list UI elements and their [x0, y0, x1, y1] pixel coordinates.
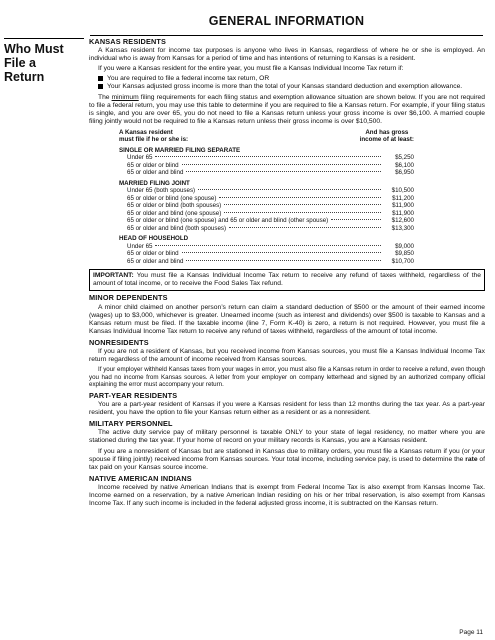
table-header-left [119, 129, 188, 144]
paragraph: A Kansas resident for income tax purposes is anyone who lives in Kansas, regardless of where he or she is employed. An individual who is away from Kansas for a period of time and has intentions of returning to Kansas is a resident. [89, 47, 485, 63]
page-title: GENERAL INFORMATION [208, 14, 365, 28]
underlined-word: minimum [111, 93, 139, 101]
square-bullet-icon [98, 76, 103, 81]
sidebar-title [4, 38, 84, 84]
dot-leader [182, 252, 381, 253]
header-text: income of at least: [359, 136, 414, 144]
row-amount: $11,900 [392, 202, 414, 210]
sidebar-title-line: File a [4, 56, 36, 70]
section-heading-military-personnel: MILITARY PERSONNEL [89, 419, 173, 429]
table-row [119, 250, 414, 258]
table-row [119, 162, 414, 170]
row-label: Under 65 [127, 242, 153, 250]
text-run: If you are a nonresident of Kansas but are stationed in Kansas due to military orders, you must file a Kansas return if you (or your spouse if filing jointly) received income from Kansas sources. Your total income, including service pay, is used to determine the [89, 447, 485, 463]
paragraph: The active duty service pay of military personnel is taxable ONLY to your state of legal residency, no matter where you are stationed during the tax year. If your home of record on your military records is Kansas, you are a Kansas resident. [89, 429, 485, 445]
page-header [90, 14, 483, 36]
paragraph [89, 94, 485, 126]
paragraph: If your employer withheld Kansas taxes from your wages in error, you must also file a Kansas return in order to receive a refund, even though you had no income from Kansas sources. A letter from your employer on company letterhead and signed by an authorized company official explaining the error must accompany your return. [89, 366, 485, 389]
table-row [119, 187, 414, 195]
important-text: You must file a Kansas Individual Income Tax return to receive any refund of taxes withheld, regardless of the amount of total income, or to receive the Food Sales Tax refund. [93, 272, 481, 288]
row-amount: $6,100 [395, 161, 414, 169]
row-label: Under 65 [127, 154, 153, 162]
section-heading-native-american-indians: NATIVE AMERICAN INDIANS [89, 473, 192, 483]
dot-leader [182, 164, 381, 165]
row-amount: $9,000 [395, 242, 414, 250]
dot-leader [155, 156, 381, 157]
row-label: 65 or older or blind [127, 250, 179, 258]
sidebar-title-line: Who Must [4, 42, 64, 56]
row-label: 65 or older and blind (both spouses) [127, 224, 227, 232]
table-header-right [360, 129, 414, 144]
row-label: Under 65 (both spouses) [127, 187, 196, 195]
row-label: 65 or older or blind [127, 161, 179, 169]
list-item [98, 75, 485, 83]
paragraph: If you were a Kansas resident for the entire year, you must file a Kansas Individual Income Tax return if: [98, 65, 404, 73]
table-row [119, 258, 414, 266]
paragraph: A minor child claimed on another person’s return can claim a standard deduction of $500 or the amount of their earned income (wages) up to $3,000, whichever is greater. Unearned income (such as interest and dividends) over $500 is taxable to Kansas and a Kansas return must be filed. If the taxable income (line 7, Form K-40) is zero, a return is not required. However, you must file a Kansas Individual Income Tax return to receive any refund of taxes withheld, regardless of the amount of total income. [89, 303, 485, 335]
row-amount: $11,200 [392, 194, 414, 202]
row-label: 65 or older and blind [127, 257, 184, 265]
row-amount: $10,500 [391, 187, 414, 195]
row-amount: $13,300 [391, 224, 414, 232]
section-heading-part-year-residents: PART-YEAR RESIDENTS [89, 390, 178, 400]
table-group-title: SINGLE OR MARRIED FILING SEPARATE [119, 146, 241, 154]
table-row [119, 202, 414, 210]
header-text: must file if he or she is: [119, 136, 189, 144]
row-label: 65 or older and blind [127, 169, 184, 177]
row-label: 65 or older or blind (both spouses) [127, 202, 222, 210]
row-amount: $9,850 [395, 250, 414, 258]
sidebar [4, 38, 84, 84]
row-amount: $5,250 [395, 154, 414, 162]
bold-word: rate [465, 455, 478, 463]
list-item-text: Your Kansas adjusted gross income is more than the total of your Kansas standard deduction and exemption allowance. [107, 83, 463, 91]
dot-leader [186, 171, 381, 172]
paragraph [89, 448, 485, 472]
table-group-title: MARRIED FILING JOINT [119, 179, 190, 187]
important-label: IMPORTANT: [93, 272, 134, 280]
section-heading-nonresidents: NONRESIDENTS [89, 337, 149, 347]
sidebar-title-line: Return [4, 70, 45, 84]
section-heading-residents: KANSAS RESIDENTS [89, 37, 167, 46]
table-header [119, 129, 414, 144]
table-row [119, 195, 414, 203]
row-amount: $12,600 [391, 217, 414, 225]
row-amount: $6,950 [395, 169, 414, 177]
paragraph: If you are not a resident of Kansas, but you received income from Kansas sources, you must file a Kansas Individual Income Tax return regardless of the amount of income received from Kansas sources. [89, 348, 485, 364]
row-amount: $11,900 [392, 209, 414, 217]
dot-leader [224, 204, 381, 205]
table-row [119, 217, 414, 225]
row-label: 65 or older or blind (one spouse) and 65 or older and blind (other spouse) [127, 217, 329, 225]
section-heading-minor-dependents: MINOR DEPENDENTS [89, 293, 168, 303]
table-group-title: HEAD OF HOUSEHOLD [119, 235, 189, 243]
header-text: And has gross [365, 128, 409, 136]
text-run: The [98, 93, 112, 101]
row-amount: $10,700 [391, 257, 414, 265]
dot-leader [224, 212, 381, 213]
list-item-text: You are required to file a federal income tax return, OR [107, 75, 270, 83]
table-row [119, 243, 414, 251]
paragraph: Income received by native American Indians that is exempt from Federal Income Tax is also exempt from Kansas Income Tax. Income earned on a reservation, by a native American Indian residing on his or her tribal reservation, is also exempt from Kansas Income Tax. If any such income is included in the federal adjusted gross income, it is subtracted on the Kansas return. [89, 483, 485, 508]
header-text: A Kansas resident [119, 128, 173, 136]
dot-leader [229, 227, 381, 228]
dot-leader [198, 189, 381, 190]
row-label: 65 or older or blind (one spouse) [127, 194, 217, 202]
paragraph: You are a part-year resident of Kansas if you were a Kansas resident for less than 12 months during the tax year. As a part-year resident, you have the option to file your Kansas return either as a resident or as a nonresident. [89, 401, 485, 417]
main-content [89, 38, 485, 510]
dot-leader [186, 260, 381, 261]
dot-leader [331, 219, 381, 220]
table-row [119, 210, 414, 218]
text-run: of tax paid on your Kansas source income. [89, 455, 485, 471]
table-row [119, 225, 414, 233]
table-row [119, 154, 414, 162]
table-row [119, 169, 414, 177]
row-label: 65 or older and blind (one spouse) [127, 209, 222, 217]
text-run: filing requirements for each filing status and exemption allowance situation are shown below. If you are not required to file a federal return, you may use this table to determine if you are required to file a Kansas return. For example, if your filing status is single, and you are over 65, you do not need to file a Kansas return unless your gross income is over $6,100. A married couple filing jointly would not be required to file a Kansas return unless their gross income is over $10,500. [89, 93, 485, 125]
page-number: Page 11 [459, 629, 483, 636]
important-notice [89, 269, 485, 291]
dot-leader [219, 197, 381, 198]
requirement-list [89, 75, 485, 91]
list-item [98, 83, 485, 91]
dot-leader [155, 245, 381, 246]
square-bullet-icon [98, 84, 103, 89]
filing-requirements-table [119, 129, 414, 266]
